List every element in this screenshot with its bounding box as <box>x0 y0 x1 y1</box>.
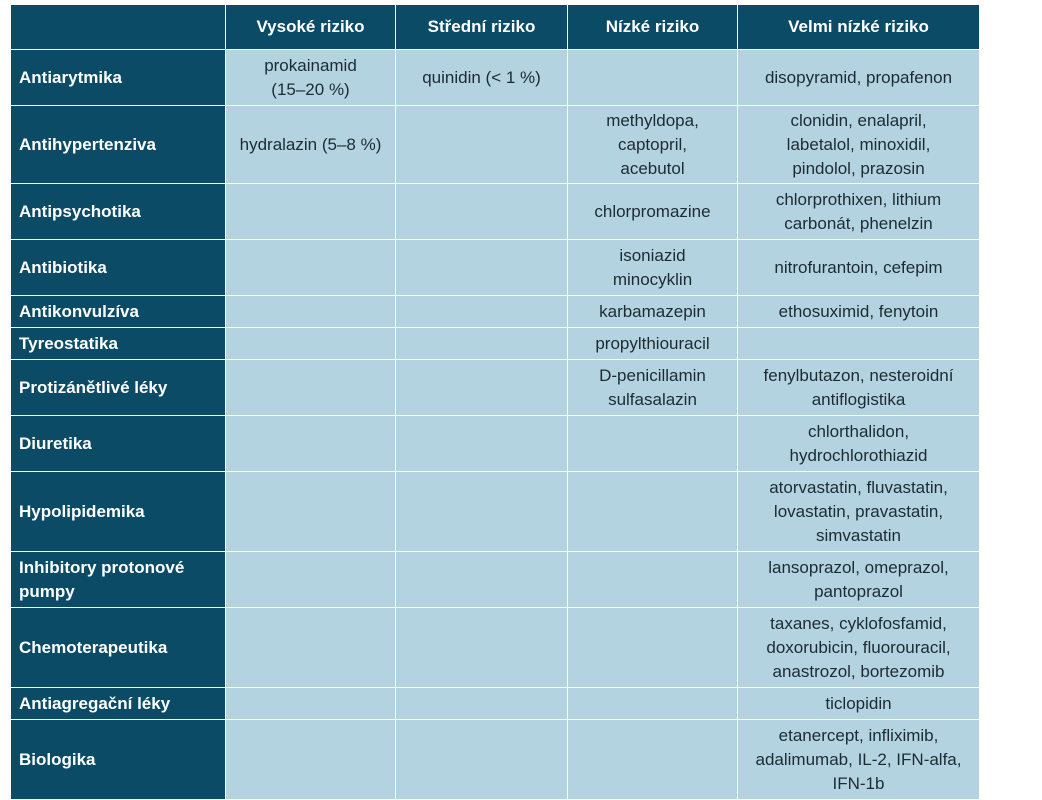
row-label: Antihypertenziva <box>11 106 226 184</box>
cell-very-low-risk: nitrofurantoin, cefepim <box>738 240 980 296</box>
cell-low-risk <box>568 608 738 688</box>
header-corner <box>11 5 226 50</box>
table-row <box>11 50 980 106</box>
cell-very-low-risk <box>738 328 980 360</box>
cell-medium-risk <box>396 552 568 608</box>
cell-low-risk <box>568 552 738 608</box>
cell-low-risk <box>568 720 738 800</box>
cell-high-risk <box>226 184 396 240</box>
row-label: Inhibitory protonové pumpy <box>11 552 226 608</box>
cell-very-low-risk: fenylbutazon, nesteroidní antiflogistika <box>738 360 980 416</box>
cell-medium-risk <box>396 184 568 240</box>
header-row <box>11 5 980 50</box>
row-label: Chemoterapeutika <box>11 608 226 688</box>
cell-medium-risk <box>396 608 568 688</box>
cell-low-risk: propylthiouracil <box>568 328 738 360</box>
row-label: Antikonvulzíva <box>11 296 226 328</box>
cell-high-risk <box>226 608 396 688</box>
cell-high-risk <box>226 472 396 552</box>
cell-very-low-risk: ticlopidin <box>738 688 980 720</box>
row-label: Protizánětlivé léky <box>11 360 226 416</box>
cell-medium-risk <box>396 472 568 552</box>
row-label: Diuretika <box>11 416 226 472</box>
row-label: Biologika <box>11 720 226 800</box>
cell-low-risk <box>568 416 738 472</box>
cell-low-risk <box>568 50 738 106</box>
cell-medium-risk <box>396 360 568 416</box>
cell-medium-risk <box>396 416 568 472</box>
cell-low-risk: methyldopa, captopril, acebutol <box>568 106 738 184</box>
row-label: Tyreostatika <box>11 328 226 360</box>
cell-low-risk: D-penicillamin sulfasalazin <box>568 360 738 416</box>
cell-low-risk <box>568 472 738 552</box>
cell-medium-risk <box>396 296 568 328</box>
cell-medium-risk <box>396 240 568 296</box>
row-label: Hypolipidemika <box>11 472 226 552</box>
table-row <box>11 296 980 328</box>
cell-very-low-risk: chlorthalidon, hydrochlorothiazid <box>738 416 980 472</box>
table-row <box>11 184 980 240</box>
table-row <box>11 416 980 472</box>
table-row <box>11 720 980 800</box>
cell-high-risk: hydralazin (5–8 %) <box>226 106 396 184</box>
cell-high-risk <box>226 296 396 328</box>
table-row <box>11 552 980 608</box>
table-row <box>11 240 980 296</box>
row-label: Antibiotika <box>11 240 226 296</box>
table-row <box>11 360 980 416</box>
cell-low-risk: isoniazid minocyklin <box>568 240 738 296</box>
table-row <box>11 608 980 688</box>
cell-very-low-risk: disopyramid, propafenon <box>738 50 980 106</box>
cell-low-risk: karbamazepin <box>568 296 738 328</box>
cell-medium-risk <box>396 106 568 184</box>
cell-high-risk: prokainamid (15–20 %) <box>226 50 396 106</box>
table-row <box>11 472 980 552</box>
cell-high-risk <box>226 416 396 472</box>
cell-very-low-risk: chlorprothixen, lithium carbonát, phenelzin <box>738 184 980 240</box>
cell-high-risk <box>226 552 396 608</box>
cell-high-risk <box>226 688 396 720</box>
table-row <box>11 688 980 720</box>
row-label: Antiagregační léky <box>11 688 226 720</box>
cell-low-risk: chlorpromazine <box>568 184 738 240</box>
cell-very-low-risk: taxanes, cyklofosfamid, doxorubicin, fluorouracil, anastrozol, bortezomib <box>738 608 980 688</box>
table-row <box>11 328 980 360</box>
row-label: Antiarytmika <box>11 50 226 106</box>
cell-low-risk <box>568 688 738 720</box>
cell-very-low-risk: etanercept, infliximib, adalimumab, IL-2, IFN-alfa, IFN-1b <box>738 720 980 800</box>
cell-high-risk <box>226 720 396 800</box>
row-label: Antipsychotika <box>11 184 226 240</box>
drug-risk-table <box>10 4 980 800</box>
cell-very-low-risk: lansoprazol, omeprazol, pantoprazol <box>738 552 980 608</box>
header-high-risk: Vysoké riziko <box>226 5 396 50</box>
cell-very-low-risk: ethosuximid, fenytoin <box>738 296 980 328</box>
header-very-low-risk: Velmi nízké riziko <box>738 5 980 50</box>
cell-high-risk <box>226 328 396 360</box>
cell-medium-risk <box>396 688 568 720</box>
cell-medium-risk <box>396 328 568 360</box>
cell-high-risk <box>226 240 396 296</box>
header-medium-risk: Střední riziko <box>396 5 568 50</box>
cell-medium-risk: quinidin (< 1 %) <box>396 50 568 106</box>
cell-very-low-risk: clonidin, enalapril, labetalol, minoxidil, pindolol, prazosin <box>738 106 980 184</box>
table-row <box>11 106 980 184</box>
cell-very-low-risk: atorvastatin, fluvastatin, lovastatin, pravastatin, simvastatin <box>738 472 980 552</box>
cell-medium-risk <box>396 720 568 800</box>
cell-high-risk <box>226 360 396 416</box>
header-low-risk: Nízké riziko <box>568 5 738 50</box>
